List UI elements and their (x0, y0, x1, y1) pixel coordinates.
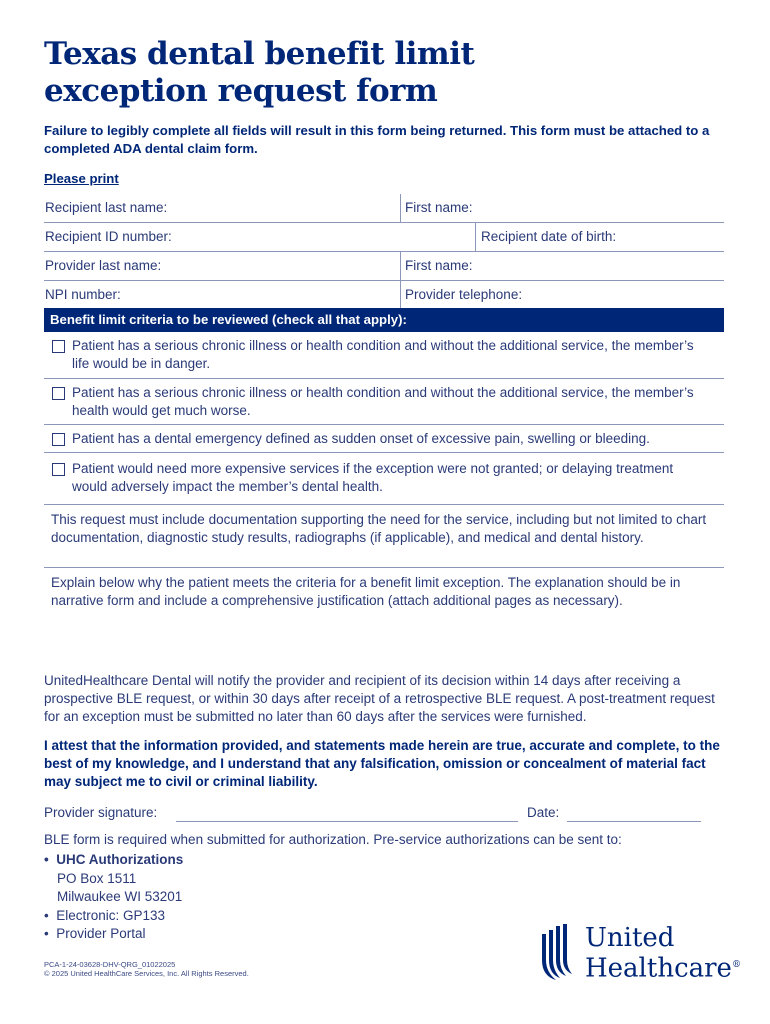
provider-signature-line[interactable] (176, 821, 518, 822)
criteria-header (44, 308, 724, 332)
provider-first-name-field[interactable]: First name: (405, 258, 473, 273)
date-line[interactable] (567, 821, 701, 822)
attestation-paragraph: I attest that the information provided, and statements made herein are true, accurate and complete, to the best of my knowledge, and I understand that any falsification, omission or concealment of material fact may subject me to civil or criminal liability. (44, 738, 720, 789)
npi-number-field[interactable]: NPI number: (45, 287, 121, 302)
logo-wordmark-text: Healthcare (585, 953, 732, 984)
copyright: © 2025 United HealthCare Services, Inc. All Rights Reserved. (44, 969, 249, 978)
bullet-uhc-authorizations: • UHC Authorizations (44, 852, 184, 867)
criteria-item (44, 380, 724, 425)
uhc-logo-icon (538, 924, 578, 984)
logo-wordmark-line1: United (585, 923, 675, 953)
recipient-last-name-field[interactable]: Recipient last name: (45, 200, 168, 215)
provider-telephone-field[interactable]: Provider telephone: (405, 287, 523, 302)
address-line-2: Milwaukee WI 53201 (57, 889, 183, 904)
criteria-checkbox-4[interactable] (52, 463, 65, 476)
bullet-provider-portal: • Provider Portal (44, 926, 146, 941)
criteria-header-label: Benefit limit criteria to be reviewed (check all that apply): (50, 312, 407, 327)
criteria-text-1: Patient has a serious chronic illness or health condition and without the additional service, the member’s life would be in danger. (72, 338, 694, 371)
provider-name-row (44, 252, 724, 281)
please-print-label: Please print (44, 171, 119, 186)
form-code: PCA-1-24-03628-DHV-QRG_01022025 (44, 960, 176, 969)
recipient-first-name-field[interactable]: First name: (405, 200, 473, 215)
bullet-electronic: • Electronic: GP133 (44, 907, 166, 923)
logo-wordmark-line2 (585, 951, 741, 983)
criteria-item (44, 454, 724, 505)
field-divider (400, 281, 401, 309)
recipient-name-row (44, 194, 724, 223)
electronic-payer-id: Electronic: GP133 (56, 907, 166, 923)
recipient-dob-field[interactable]: Recipient date of birth: (481, 229, 617, 244)
recipient-id-row (44, 223, 724, 252)
field-divider (400, 194, 401, 222)
recipient-id-field[interactable]: Recipient ID number: (45, 229, 172, 244)
criteria-text-3: Patient has a dental emergency defined as sudden onset of excessive pain, swelling or bleeding. (72, 431, 650, 446)
notification-paragraph: UnitedHealthcare Dental will notify the provider and recipient of its decision within 14 days after receiving a prospective BLE request, or within 30 days after receipt of a retrospective BLE request. A post-treatment request for an exception must be submitted no later than 60 days after the services were furnished. (44, 673, 715, 724)
field-divider (400, 252, 401, 280)
criteria-text-2: Patient has a serious chronic illness or health condition and without the additional service, the member’s health would get much worse. (72, 385, 694, 418)
criteria-item (44, 426, 724, 453)
uhc-authorizations-label: UHC Authorizations (56, 852, 184, 867)
criteria-item (44, 334, 724, 379)
ble-note: BLE form is required when submitted for authorization. Pre-service authorizations can be sent to: (44, 832, 622, 847)
provider-id-row (44, 281, 724, 310)
address-line-1: PO Box 1511 (57, 870, 137, 886)
documentation-note: This request must include documentation supporting the need for the service, including but not limited to chart documentation, diagnostic study results, radiographs (if applicable), and medical and dental history. (51, 512, 707, 545)
criteria-checkbox-3[interactable] (52, 433, 65, 446)
logo-registered-mark: ® (731, 960, 741, 970)
divider-line (44, 567, 724, 568)
provider-portal-link[interactable]: Provider Portal (56, 926, 146, 941)
criteria-text-4: Patient would need more expensive services if the exception were not granted; or delaying treatment would adversely impact the member’s dental health. (72, 461, 674, 494)
criteria-checkbox-2[interactable] (52, 387, 65, 400)
criteria-checkbox-1[interactable] (52, 340, 65, 353)
page-title: Texas dental benefit limit exception request form (44, 36, 475, 109)
provider-signature-label: Provider signature: (44, 805, 158, 820)
intro-instructions: Failure to legibly complete all fields will result in this form being returned. This form must be attached to a completed ADA dental claim form. (44, 123, 710, 156)
explain-note: Explain below why the patient meets the criteria for a benefit limit exception. The explanation should be in narrative form and include a comprehensive justification (attach additional pages as necessary). (51, 575, 681, 608)
date-label: Date: (527, 805, 560, 820)
field-divider (475, 223, 476, 251)
provider-last-name-field[interactable]: Provider last name: (45, 258, 162, 273)
